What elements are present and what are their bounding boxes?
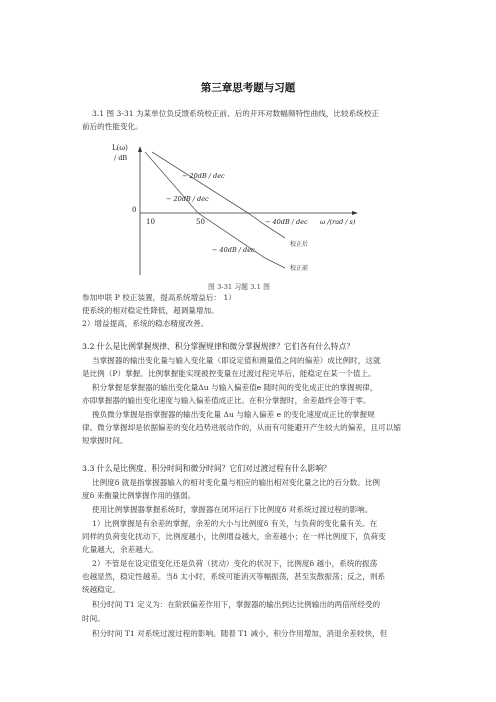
q33-p10: 积分时间 T1 定义为：在阶跃偏差作用下，掌握器的输出到达比例输出的两倍所经受的 xyxy=(92,600,381,609)
origin-label: 0 xyxy=(132,206,137,214)
q32-p6: 律。微分掌握却是依据偏差的变化趋势进展动作的，从而有可能避开产生较大的偏差，且可以缩 xyxy=(82,423,401,432)
q33-p6: 化量越大，余差越大。 xyxy=(82,545,158,554)
y-label: L(ω) xyxy=(112,144,128,152)
y-unit: / dB xyxy=(114,154,128,162)
x-label: ω /(rad / s) xyxy=(320,218,356,226)
q33-p11: 时间。 xyxy=(82,614,105,623)
q31-line2: 前后的性能变化。 xyxy=(82,122,143,131)
ans31-line3: 2）增益提高，系统的稳态精度改善。 xyxy=(82,319,209,328)
q33-p3: 使用比例掌握器掌握系统时，掌握器在闭环运行下比例度δ 对系统过渡过程的影响。 xyxy=(92,505,373,514)
y-axis-arrow xyxy=(138,146,142,152)
bode-magnitude-figure xyxy=(110,140,360,280)
q33-p9: 统越稳定。 xyxy=(82,585,120,594)
tick-50: 50 xyxy=(196,218,205,226)
q32-p1: 当掌握器的输出变化量与输入变化量（即设定值和测量值之间的偏差）成比例时，这就 xyxy=(92,356,381,365)
q32-p3: 积分掌握是掌握器的输出变化量Δu 与输入偏差值e 随时间的变化成正比的掌握规律， xyxy=(92,383,378,392)
q32-title: 3.2 什么是比例掌握规律、积分掌握规律和微分掌握规律？它们各有什么特点？ xyxy=(82,342,355,351)
label-after-correction: 校正后 xyxy=(290,241,309,248)
q33-p7: 2）不管是在设定值变化还是负荷（扰动）变化的状况下，比例度δ 越小，系统的振荡 xyxy=(92,559,378,568)
q32-p4: 亦即掌握器的输出变化速度与输入偏差值成正比。在积分掌握时，余差最终会等于零。 xyxy=(82,396,371,405)
q32-p7: 短掌握时间。 xyxy=(82,436,128,445)
figure-caption: 图 3-31 习题 3.1 图 xyxy=(208,283,270,291)
ans31-line2: 使系统的相对稳定性降低，超调量增加。 xyxy=(82,306,219,315)
q31-line1: 3.1 图 3-31 为某单位负反馈系统校正前、后的开环对数幅频特性曲线，比较系统校正 xyxy=(92,109,379,118)
x-axis-arrow xyxy=(352,211,358,215)
slope-label-upper: − 20dB / dec xyxy=(182,172,225,180)
q33-p5: 同样的负荷变化扰动下，比例度越小，比例增益越大，余差越小；在一样比例度下，负荷变 xyxy=(82,532,386,541)
slope-label-lower: − 20dB / dec xyxy=(166,195,209,203)
q33-p12: 积分时间 T1 对系统过渡过程的影响。随着 T1 减小，积分作用增加，消退余差较快，但 xyxy=(92,629,388,638)
q33-p4: 1）比例掌握是有余差的掌握，余差的大小与比例度δ 有关，与负荷的变化量有关。在 xyxy=(92,519,378,528)
slope-label-bottom: − 40dB / dec xyxy=(212,246,255,254)
q33-p2: 度δ 来衡量比例掌握作用的强弱。 xyxy=(82,491,196,500)
q32-p2: 是比例（P）掌握。比例掌握能实现被控变量在过渡过程完毕后，能稳定在某一个值上。 xyxy=(82,369,376,378)
q33-title: 3.3 什么是比例度、积分时间和微分时间？它们对过渡过程有什么影响？ xyxy=(82,464,331,473)
slope-label-right: − 40dB / dec xyxy=(265,218,308,226)
page-title: 第三章思考题与习题 xyxy=(200,82,296,94)
q32-p5: 挽负微分掌握是指掌握器的输出变化量 Δu 与输入偏差 e 的变化速度成正比的掌握规 xyxy=(92,410,375,419)
ans31-line1: 参加申联 P 校正装置，提高系统增益后： 1） xyxy=(82,293,236,302)
q33-p1: 比例度δ 就是指掌握器输入的相对变化量与相应的输出相对变化量之比的百分数。比例 xyxy=(92,478,380,487)
tick-10: 10 xyxy=(146,218,155,226)
q33-p8: 也越显然，稳定性越差。当δ 太小时，系统可能消灭等幅振荡，甚至发散振荡；反之，则系 xyxy=(82,572,386,581)
label-before-correction: 校正前 xyxy=(290,265,309,272)
